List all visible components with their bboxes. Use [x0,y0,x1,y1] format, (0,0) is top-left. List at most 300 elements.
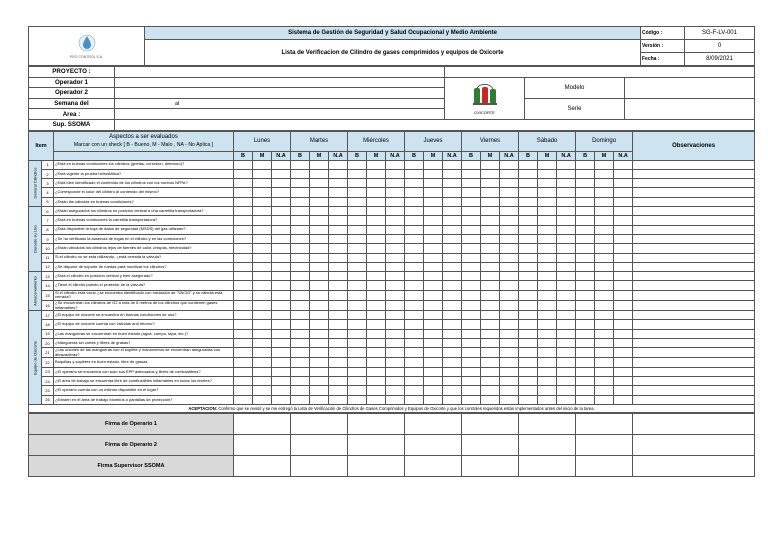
check-cell[interactable] [557,386,576,395]
check-cell[interactable] [576,244,595,253]
check-cell[interactable] [329,358,348,367]
check-cell[interactable] [348,358,367,367]
signature-obs-cell[interactable] [633,455,755,476]
check-cell[interactable] [367,377,386,386]
check-cell[interactable] [557,179,576,188]
check-cell[interactable] [329,338,348,347]
check-cell[interactable] [500,160,519,169]
check-cell[interactable] [481,329,500,338]
check-cell[interactable] [557,338,576,347]
check-cell[interactable] [310,216,329,225]
check-cell[interactable] [519,225,538,234]
check-cell[interactable] [595,290,614,300]
check-cell[interactable] [234,244,253,253]
check-cell[interactable] [329,377,348,386]
check-cell[interactable] [291,329,310,338]
check-cell[interactable] [405,358,424,367]
check-cell[interactable] [348,169,367,178]
check-cell[interactable] [443,311,462,320]
check-cell[interactable] [519,234,538,243]
check-cell[interactable] [614,207,633,216]
check-cell[interactable] [538,272,557,281]
check-cell[interactable] [367,338,386,347]
check-cell[interactable] [519,262,538,271]
check-cell[interactable] [595,348,614,358]
check-cell[interactable] [481,234,500,243]
check-cell[interactable] [234,272,253,281]
check-cell[interactable] [614,358,633,367]
check-cell[interactable] [595,320,614,329]
check-cell[interactable] [481,179,500,188]
check-cell[interactable] [443,234,462,243]
check-cell[interactable] [348,329,367,338]
check-cell[interactable] [291,311,310,320]
signature-cell[interactable] [462,434,519,455]
check-cell[interactable] [443,395,462,404]
check-cell[interactable] [462,300,481,310]
check-cell[interactable] [405,188,424,197]
check-cell[interactable] [595,160,614,169]
check-cell[interactable] [500,358,519,367]
check-cell[interactable] [519,386,538,395]
check-cell[interactable] [614,272,633,281]
check-cell[interactable] [462,358,481,367]
check-cell[interactable] [405,320,424,329]
check-cell[interactable] [595,244,614,253]
signature-cell[interactable] [348,413,405,434]
check-cell[interactable] [462,395,481,404]
check-cell[interactable] [614,329,633,338]
check-cell[interactable] [519,290,538,300]
observation-cell[interactable] [633,329,755,338]
check-cell[interactable] [462,338,481,347]
check-cell[interactable] [500,234,519,243]
check-cell[interactable] [329,225,348,234]
check-cell[interactable] [291,169,310,178]
check-cell[interactable] [367,225,386,234]
check-cell[interactable] [481,281,500,290]
check-cell[interactable] [424,216,443,225]
observation-cell[interactable] [633,348,755,358]
check-cell[interactable] [500,179,519,188]
check-cell[interactable] [462,262,481,271]
check-cell[interactable] [443,244,462,253]
check-cell[interactable] [595,329,614,338]
check-cell[interactable] [386,300,405,310]
check-cell[interactable] [386,262,405,271]
check-cell[interactable] [595,311,614,320]
signature-cell[interactable] [348,455,405,476]
check-cell[interactable] [253,179,272,188]
check-cell[interactable] [291,244,310,253]
signature-cell[interactable] [405,413,462,434]
check-cell[interactable] [272,169,291,178]
check-cell[interactable] [424,281,443,290]
check-cell[interactable] [481,290,500,300]
check-cell[interactable] [291,358,310,367]
check-cell[interactable] [500,225,519,234]
check-cell[interactable] [614,338,633,347]
check-cell[interactable] [576,160,595,169]
check-cell[interactable] [481,300,500,310]
check-cell[interactable] [500,300,519,310]
check-cell[interactable] [367,272,386,281]
observation-cell[interactable] [633,281,755,290]
check-cell[interactable] [424,367,443,376]
check-cell[interactable] [557,225,576,234]
check-cell[interactable] [329,367,348,376]
check-cell[interactable] [272,320,291,329]
check-cell[interactable] [348,234,367,243]
check-cell[interactable] [272,253,291,262]
check-cell[interactable] [405,207,424,216]
check-cell[interactable] [462,244,481,253]
check-cell[interactable] [538,311,557,320]
check-cell[interactable] [348,290,367,300]
check-cell[interactable] [576,234,595,243]
check-cell[interactable] [576,338,595,347]
check-cell[interactable] [557,329,576,338]
check-cell[interactable] [348,311,367,320]
check-cell[interactable] [291,281,310,290]
check-cell[interactable] [367,160,386,169]
observation-cell[interactable] [633,395,755,404]
check-cell[interactable] [310,188,329,197]
check-cell[interactable] [310,197,329,206]
check-cell[interactable] [500,169,519,178]
check-cell[interactable] [500,244,519,253]
check-cell[interactable] [595,188,614,197]
check-cell[interactable] [576,225,595,234]
check-cell[interactable] [519,281,538,290]
check-cell[interactable] [443,290,462,300]
check-cell[interactable] [424,290,443,300]
check-cell[interactable] [500,290,519,300]
check-cell[interactable] [538,300,557,310]
check-cell[interactable] [310,244,329,253]
check-cell[interactable] [443,160,462,169]
check-cell[interactable] [519,300,538,310]
check-cell[interactable] [443,348,462,358]
signature-cell[interactable] [234,434,291,455]
check-cell[interactable] [310,225,329,234]
check-cell[interactable] [557,188,576,197]
check-cell[interactable] [329,160,348,169]
check-cell[interactable] [253,262,272,271]
check-cell[interactable] [234,207,253,216]
check-cell[interactable] [253,329,272,338]
check-cell[interactable] [500,377,519,386]
check-cell[interactable] [291,377,310,386]
check-cell[interactable] [291,188,310,197]
check-cell[interactable] [424,253,443,262]
check-cell[interactable] [595,225,614,234]
check-cell[interactable] [481,272,500,281]
check-cell[interactable] [234,253,253,262]
check-cell[interactable] [500,367,519,376]
check-cell[interactable] [405,386,424,395]
check-cell[interactable] [386,160,405,169]
observation-cell[interactable] [633,300,755,310]
check-cell[interactable] [595,197,614,206]
check-cell[interactable] [481,348,500,358]
check-cell[interactable] [253,197,272,206]
check-cell[interactable] [310,338,329,347]
observation-cell[interactable] [633,225,755,234]
observation-cell[interactable] [633,253,755,262]
check-cell[interactable] [291,272,310,281]
check-cell[interactable] [253,281,272,290]
observation-cell[interactable] [633,234,755,243]
check-cell[interactable] [595,216,614,225]
check-cell[interactable] [310,290,329,300]
check-cell[interactable] [291,395,310,404]
check-cell[interactable] [595,386,614,395]
check-cell[interactable] [272,386,291,395]
check-cell[interactable] [234,358,253,367]
check-cell[interactable] [557,348,576,358]
check-cell[interactable] [462,188,481,197]
check-cell[interactable] [234,216,253,225]
check-cell[interactable] [424,244,443,253]
check-cell[interactable] [310,179,329,188]
check-cell[interactable] [576,169,595,178]
check-cell[interactable] [367,197,386,206]
check-cell[interactable] [386,169,405,178]
check-cell[interactable] [614,311,633,320]
check-cell[interactable] [557,216,576,225]
check-cell[interactable] [310,272,329,281]
check-cell[interactable] [348,207,367,216]
check-cell[interactable] [557,262,576,271]
check-cell[interactable] [367,253,386,262]
check-cell[interactable] [500,197,519,206]
check-cell[interactable] [424,197,443,206]
check-cell[interactable] [348,216,367,225]
check-cell[interactable] [481,386,500,395]
check-cell[interactable] [253,377,272,386]
check-cell[interactable] [519,329,538,338]
check-cell[interactable] [386,225,405,234]
check-cell[interactable] [576,272,595,281]
signature-obs-cell[interactable] [633,413,755,434]
observation-cell[interactable] [633,207,755,216]
check-cell[interactable] [405,253,424,262]
check-cell[interactable] [348,395,367,404]
check-cell[interactable] [443,300,462,310]
check-cell[interactable] [329,386,348,395]
check-cell[interactable] [538,207,557,216]
check-cell[interactable] [253,320,272,329]
check-cell[interactable] [557,244,576,253]
check-cell[interactable] [405,197,424,206]
check-cell[interactable] [348,272,367,281]
check-cell[interactable] [462,367,481,376]
check-cell[interactable] [595,395,614,404]
check-cell[interactable] [234,225,253,234]
check-cell[interactable] [500,311,519,320]
check-cell[interactable] [481,225,500,234]
check-cell[interactable] [443,188,462,197]
check-cell[interactable] [386,216,405,225]
check-cell[interactable] [576,207,595,216]
check-cell[interactable] [443,338,462,347]
check-cell[interactable] [348,320,367,329]
observation-cell[interactable] [633,272,755,281]
check-cell[interactable] [576,386,595,395]
check-cell[interactable] [519,253,538,262]
check-cell[interactable] [576,188,595,197]
check-cell[interactable] [329,348,348,358]
check-cell[interactable] [500,188,519,197]
check-cell[interactable] [405,244,424,253]
check-cell[interactable] [481,358,500,367]
check-cell[interactable] [443,377,462,386]
check-cell[interactable] [253,253,272,262]
check-cell[interactable] [519,348,538,358]
check-cell[interactable] [595,358,614,367]
check-cell[interactable] [329,320,348,329]
check-cell[interactable] [462,329,481,338]
observation-cell[interactable] [633,216,755,225]
check-cell[interactable] [481,216,500,225]
check-cell[interactable] [576,197,595,206]
check-cell[interactable] [272,395,291,404]
check-cell[interactable] [614,160,633,169]
check-cell[interactable] [443,207,462,216]
signature-obs-cell[interactable] [633,434,755,455]
check-cell[interactable] [576,348,595,358]
check-cell[interactable] [519,367,538,376]
check-cell[interactable] [329,300,348,310]
check-cell[interactable] [576,329,595,338]
check-cell[interactable] [310,377,329,386]
check-cell[interactable] [595,169,614,178]
check-cell[interactable] [443,281,462,290]
check-cell[interactable] [443,216,462,225]
check-cell[interactable] [367,329,386,338]
check-cell[interactable] [462,216,481,225]
signature-cell[interactable] [405,455,462,476]
check-cell[interactable] [462,320,481,329]
check-cell[interactable] [424,320,443,329]
check-cell[interactable] [234,290,253,300]
check-cell[interactable] [519,395,538,404]
check-cell[interactable] [234,348,253,358]
check-cell[interactable] [310,348,329,358]
check-cell[interactable] [329,311,348,320]
check-cell[interactable] [291,300,310,310]
check-cell[interactable] [424,272,443,281]
check-cell[interactable] [272,244,291,253]
check-cell[interactable] [519,207,538,216]
check-cell[interactable] [310,281,329,290]
check-cell[interactable] [329,179,348,188]
check-cell[interactable] [386,377,405,386]
check-cell[interactable] [253,338,272,347]
check-cell[interactable] [310,358,329,367]
check-cell[interactable] [405,367,424,376]
check-cell[interactable] [614,234,633,243]
check-cell[interactable] [348,179,367,188]
check-cell[interactable] [329,197,348,206]
check-cell[interactable] [614,253,633,262]
check-cell[interactable] [557,320,576,329]
check-cell[interactable] [500,386,519,395]
check-cell[interactable] [234,386,253,395]
sup-ssoma-field[interactable] [115,119,755,130]
check-cell[interactable] [614,300,633,310]
check-cell[interactable] [538,386,557,395]
check-cell[interactable] [538,367,557,376]
signature-cell[interactable] [576,434,633,455]
signature-cell[interactable] [519,455,576,476]
check-cell[interactable] [595,234,614,243]
check-cell[interactable] [386,207,405,216]
check-cell[interactable] [557,281,576,290]
check-cell[interactable] [557,197,576,206]
check-cell[interactable] [462,169,481,178]
check-cell[interactable] [538,216,557,225]
check-cell[interactable] [272,329,291,338]
check-cell[interactable] [462,160,481,169]
check-cell[interactable] [405,377,424,386]
check-cell[interactable] [576,262,595,271]
check-cell[interactable] [234,311,253,320]
check-cell[interactable] [481,395,500,404]
check-cell[interactable] [272,272,291,281]
check-cell[interactable] [367,300,386,310]
check-cell[interactable] [443,225,462,234]
proyecto-extra-field[interactable] [445,67,755,78]
check-cell[interactable] [310,329,329,338]
check-cell[interactable] [443,367,462,376]
signature-cell[interactable] [291,455,348,476]
check-cell[interactable] [481,188,500,197]
check-cell[interactable] [424,179,443,188]
check-cell[interactable] [481,311,500,320]
check-cell[interactable] [272,358,291,367]
check-cell[interactable] [291,225,310,234]
check-cell[interactable] [272,160,291,169]
check-cell[interactable] [538,338,557,347]
check-cell[interactable] [538,179,557,188]
check-cell[interactable] [538,169,557,178]
check-cell[interactable] [614,395,633,404]
check-cell[interactable] [538,281,557,290]
check-cell[interactable] [272,311,291,320]
check-cell[interactable] [405,348,424,358]
check-cell[interactable] [500,395,519,404]
check-cell[interactable] [614,377,633,386]
check-cell[interactable] [405,216,424,225]
check-cell[interactable] [348,348,367,358]
check-cell[interactable] [519,320,538,329]
check-cell[interactable] [443,358,462,367]
check-cell[interactable] [310,320,329,329]
check-cell[interactable] [272,338,291,347]
check-cell[interactable] [348,367,367,376]
check-cell[interactable] [329,188,348,197]
check-cell[interactable] [481,377,500,386]
check-cell[interactable] [595,377,614,386]
signature-cell[interactable] [291,434,348,455]
check-cell[interactable] [310,395,329,404]
check-cell[interactable] [519,244,538,253]
check-cell[interactable] [576,281,595,290]
check-cell[interactable] [234,367,253,376]
check-cell[interactable] [614,169,633,178]
